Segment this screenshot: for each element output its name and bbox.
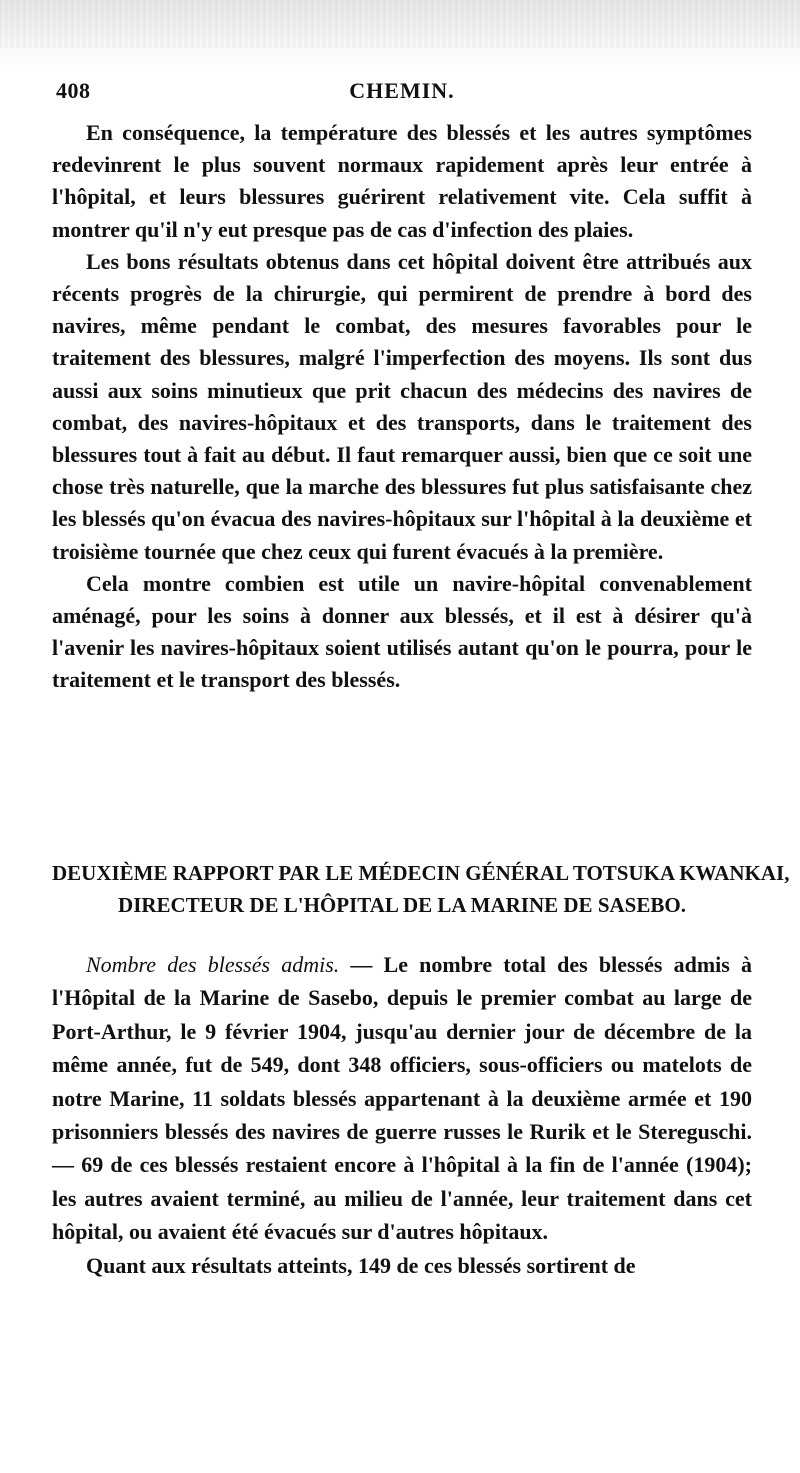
main-text-part-two	[52, 948, 752, 1282]
paragraph: En conséquence, la température des blessés et les autres symptômes redevinrent le plus souvent normaux rapidement après leur entrée à l'hôpital, et leurs blessures guérirent relativement vite. Cela suffit à montrer qu'il n'y eut presque pas de cas d'infection des plaies.	[52, 120, 752, 242]
section-heading-line-two: DIRECTEUR DE L'HÔPITAL DE LA MARINE DE SASEBO.	[118, 893, 686, 917]
running-title: CHEMIN.	[349, 78, 455, 103]
main-text-part-one	[52, 117, 752, 697]
paragraph: Quant aux résultats atteints, 149 de ces blessés sortirent de	[86, 1252, 636, 1278]
section-heading-line-one: DEUXIÈME RAPPORT PAR LE MÉDECIN GÉNÉRAL TOTSUKA KWANKAI,	[52, 861, 790, 885]
paragraph	[52, 948, 752, 1249]
page-header	[52, 78, 752, 110]
paragraph-lead-in: Nombre des blessés admis.	[86, 952, 340, 977]
scan-edge-texture	[0, 0, 800, 48]
page-number: 408	[56, 78, 91, 103]
paragraph: Les bons résultats obtenus dans cet hôpital doivent être attribués aux récents progrès de la chirurgie, qui permirent de prendre à bord des navires, même pendant le combat, des mesures favorables pour le traitement des blessures, malgré l'imperfection des moyens. Ils sont dus aussi aux soins minutieux que prit chacun des médecins des navires de combat, des navires-hôpitaux et des transports, dans le traitement des blessures tout à fait au début. Il faut remarquer aussi, bien que ce soit une chose très naturelle, que la marche des blessures fut plus satisfaisante chez les blessés qu'on évacua des navires-hôpitaux sur l'hôpital à la deuxième et troisième tournée que chez ceux qui furent évacués à la première.	[52, 248, 752, 564]
section-heading	[52, 857, 790, 921]
paragraph: Cela montre combien est utile un navire-hôpital convenablement aménagé, pour les soins à donner aux blessés, et il est à désirer qu'à l'avenir les navires-hôpitaux soient utilisés autant qu'on le pourra, pour le traitement et le transport des blessés.	[52, 570, 752, 693]
paragraph-body: — Le nombre total des blessés admis à l'Hôpital de la Marine de Sasebo, depuis le premier combat au large de Port-Arthur, le 9 février 1904, jusqu'au dernier jour de décembre de la même année, fut de 549, dont 348 officiers, sous-officiers ou matelots de notre Marine, 11 soldats blessés appartenant à la deuxième armée et 190 prisonniers blessés des navires de guerre russes le Rurik et le Stereguschi. — 69 de ces blessés restaient encore à l'hôpital à la fin de l'année (1904); les autres avaient terminé, au milieu de l'année, leur traitement dans cet hôpital, ou avaient été évacués sur d'autres hôpitaux.	[52, 952, 752, 1245]
